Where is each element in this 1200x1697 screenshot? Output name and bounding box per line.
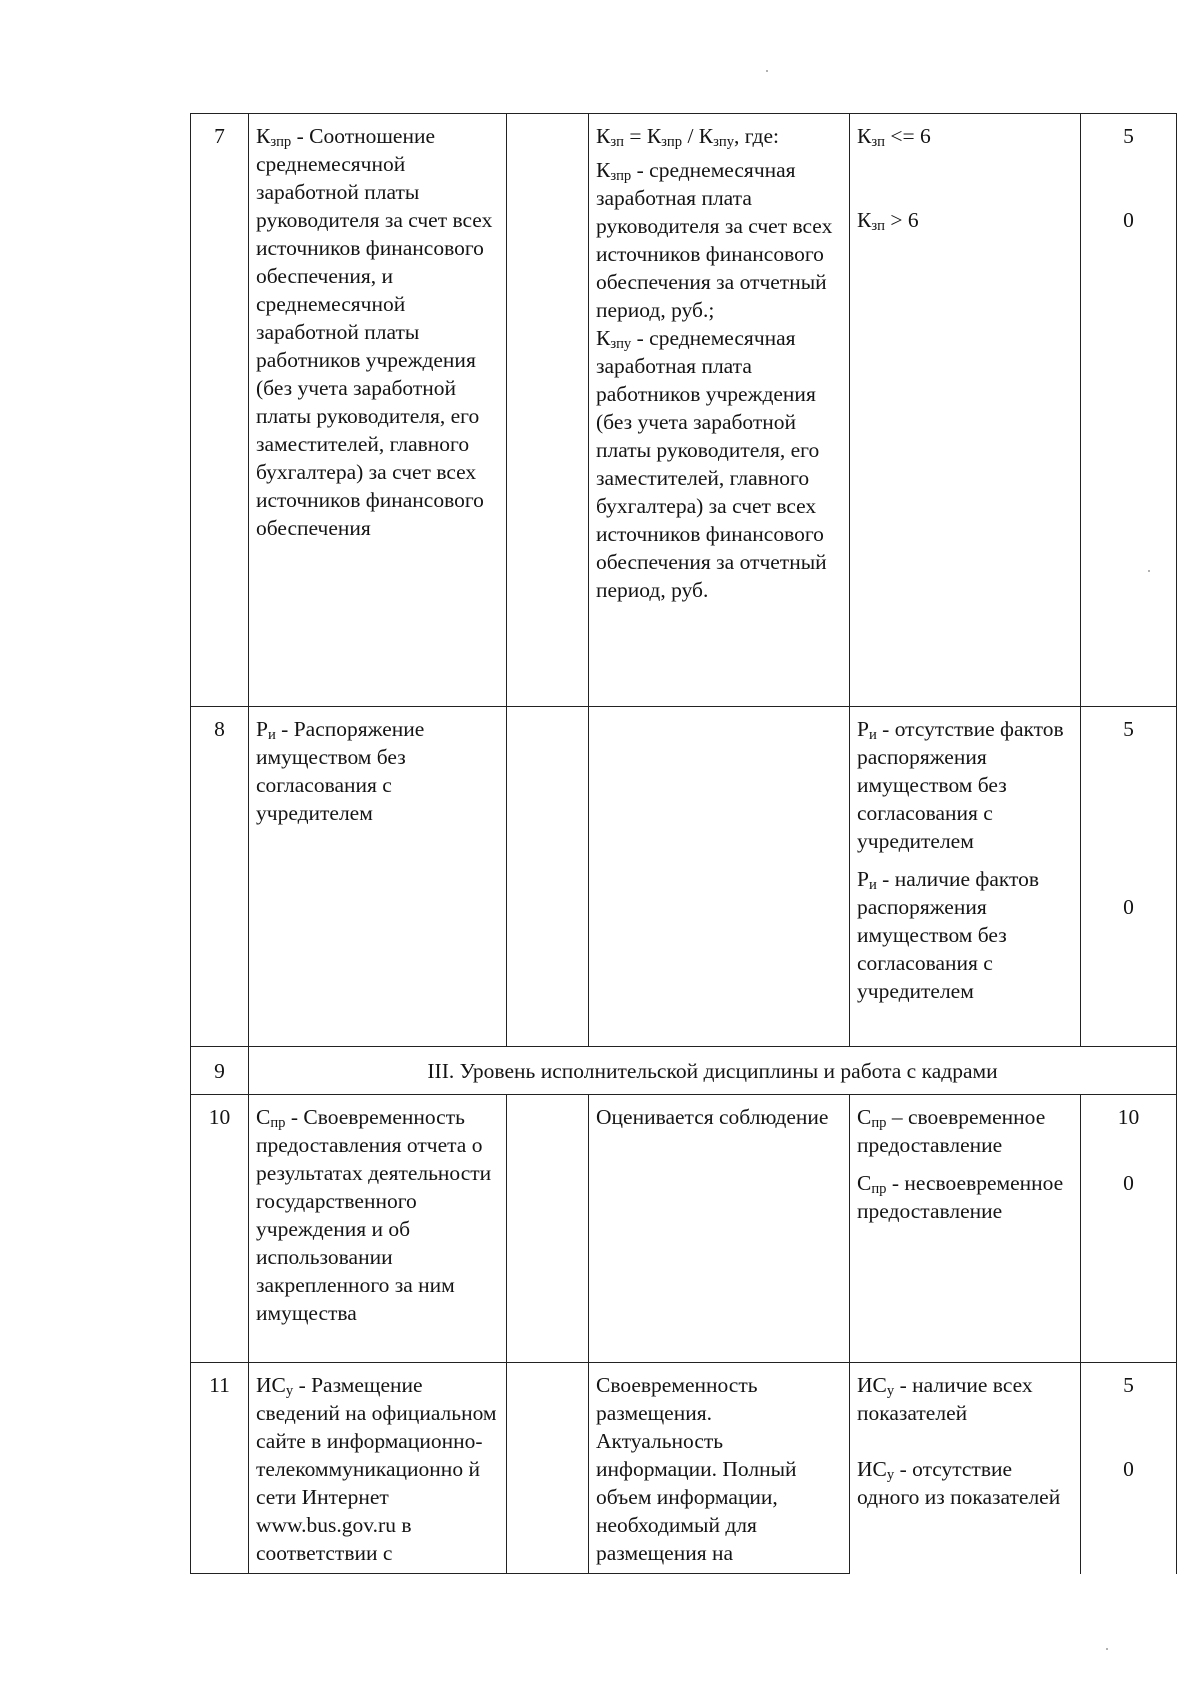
unit-cell (507, 1095, 589, 1363)
unit-cell (507, 707, 589, 1047)
unit-cell (507, 114, 589, 707)
criteria-cell (850, 114, 1081, 707)
points-value: 0 (1123, 1457, 1134, 1481)
criteria-table (190, 113, 1177, 1574)
table-row (191, 707, 1177, 1047)
table-row (191, 1095, 1177, 1363)
points-value: 0 (1123, 208, 1134, 232)
points-cell (1081, 1363, 1177, 1574)
points-value: 5 (1123, 717, 1134, 741)
page-speck (766, 70, 768, 72)
points-cell (1081, 114, 1177, 707)
criterion: $К_{зп} <= 6$ (857, 124, 931, 151)
criterion: $С_{пр}$ – своевременное предоставление (857, 1105, 1046, 1157)
indicator-name: $ИС_у$ - Размещение сведений на официальном сайте в информационно-телекоммуникационно й сети Интернет www.bus.gov.ru в соответствии с (249, 1363, 507, 1574)
criterion: $ИС_у$ - наличие всех показателей (857, 1373, 1033, 1425)
row-number: 9 (191, 1047, 249, 1095)
row-number: 11 (191, 1363, 249, 1574)
criterion: $Р_и$ - отсутствие фактов распоряжения имуществом без согласования с учредителем (857, 717, 1064, 853)
formula-line: $К_{зп} = К_{зпр} / К_{зпу}$, где: (596, 124, 779, 151)
indicator-name: $С_{пр}$ - Своевременность предоставления отчета о результатах деятельности государственного учреждения и об использовании закрепленного за ним имущества (249, 1095, 507, 1363)
table-row (191, 114, 1177, 707)
points-value: 0 (1123, 895, 1134, 919)
indicator-name: $Р_и$ - Распоряжение имуществом без согласования с учредителем (249, 707, 507, 1047)
points-cell (1081, 1095, 1177, 1363)
criterion: $ИС_у$ - отсутствие одного из показателей (857, 1457, 1061, 1509)
table-row (191, 1363, 1177, 1574)
row-number: 7 (191, 114, 249, 707)
points-value: 0 (1123, 1171, 1134, 1195)
table-row (191, 1047, 1177, 1095)
criteria-cell (850, 1095, 1081, 1363)
points-cell (1081, 707, 1177, 1047)
criteria-cell (850, 707, 1081, 1047)
formula-definition: $К_{зпр}$ - среднемесячная заработная плата руководителя за счет всех источников финансового обеспечения за отчетный период, руб.; (596, 158, 833, 322)
points-value: 5 (1123, 1373, 1134, 1397)
row-number: 10 (191, 1095, 249, 1363)
section-title: III. Уровень исполнительской дисциплины и работа с кадрами (249, 1047, 1177, 1095)
formula-definition: $К_{зпу}$ - среднемесячная заработная плата работников учреждения (без учета заработной платы руководителя, его заместителей, главного бухгалтера) за счет всех источников финансового обеспечения за отчетный период, руб. (596, 326, 827, 602)
points-value: 5 (1123, 124, 1134, 148)
points-value: 10 (1117, 1105, 1140, 1129)
criteria-cell (850, 1363, 1081, 1574)
criterion: $К_{зп} > 6$ (857, 208, 919, 235)
page-speck (1106, 1648, 1108, 1650)
criterion: $С_{пр}$ - несвоевременное предоставление (857, 1171, 1064, 1223)
indicator-name: $К_{зпр}$ - Соотношение среднемесячной заработной платы руководителя за счет всех источников финансового обеспечения, и среднемесячной заработной платы работников учреждения (без учета заработной платы руководителя, его заместителей, главного бухгалтера) за счет всех источников финансового обеспечения (249, 114, 507, 707)
formula-cell: Своевременность размещения. Актуальность информации. Полный объем информации, необходимый для размещения на (589, 1363, 850, 1574)
criterion: $Р_и$ - наличие фактов распоряжения имуществом без согласования с учредителем (857, 867, 1040, 1003)
unit-cell (507, 1363, 589, 1574)
row-number: 8 (191, 707, 249, 1047)
formula-cell (589, 114, 850, 707)
formula-cell (589, 707, 850, 1047)
formula-cell: Оценивается соблюдение (589, 1095, 850, 1363)
